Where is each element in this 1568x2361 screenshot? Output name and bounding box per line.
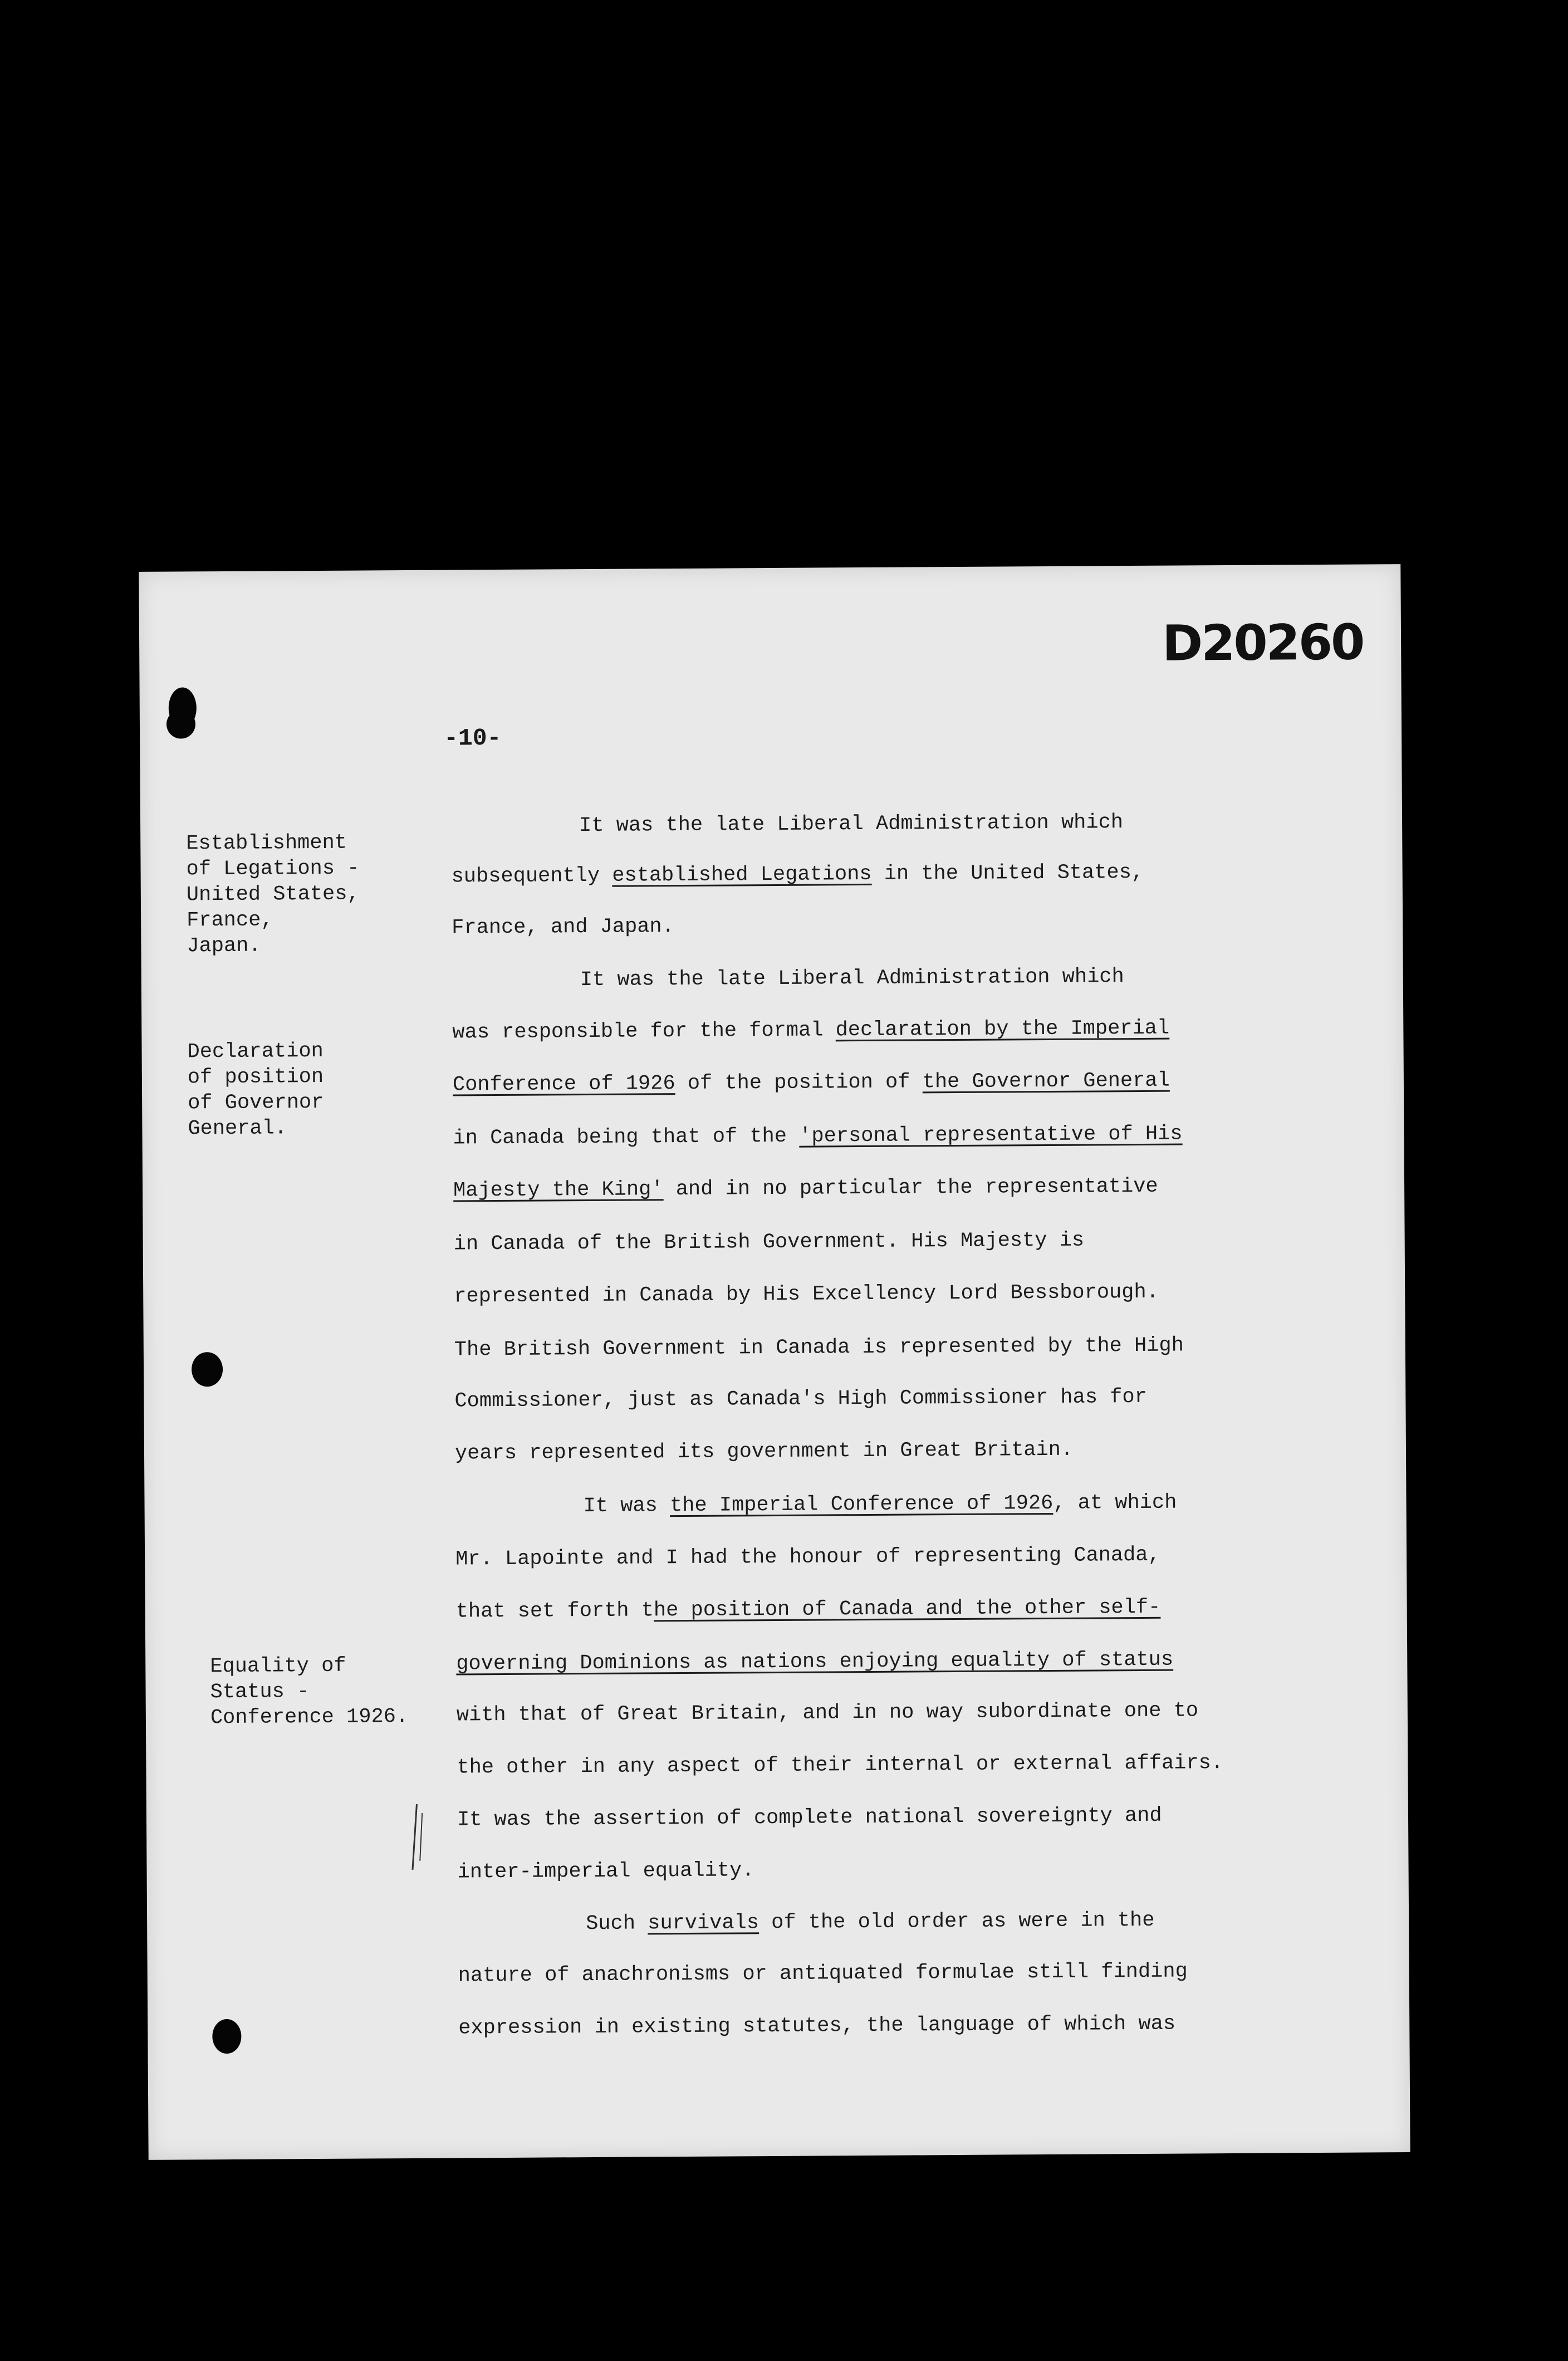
body-line-text: of the old order as were in the [758,1908,1155,1935]
body-line [455,1438,1073,1466]
body-line-text: France, and Japan. [452,915,675,940]
body-line [454,1334,1184,1362]
body-line-text: Mr. Lapointe and I had the honour of representing Canada, [455,1543,1160,1571]
body-line-text: Commissioner, just as Canada's High Commissioner has for [454,1385,1147,1413]
body-line [453,1175,1158,1203]
body-line [583,1491,1177,1519]
body-line [452,915,674,939]
body-line-text: of the position of [675,1070,923,1096]
punch-hole-top-lower [166,709,195,738]
underlined-text: declaration by the Imperial [835,1016,1170,1042]
body-line [579,811,1123,837]
body-line [453,1123,1182,1150]
body-line-text: expression in existing statutes, the language of which was [458,2012,1176,2040]
body-line-text: represented in Canada by His Excellency Lord Bessborough. [454,1280,1159,1309]
document-page [139,564,1410,2160]
body-line-text: and in no particular the representative [663,1174,1158,1202]
body-line [455,1544,1160,1571]
body-line [580,965,1124,992]
body-line-text: inter-imperial equality. [457,1859,754,1884]
body-line-text: nature of anachronisms or antiquated formulae still finding [458,1960,1188,1988]
margin-note-legations: Establishment of Legations - United States, France, Japan. [186,831,360,958]
punch-hole-bottom [212,2019,241,2054]
body-line-text: in Canada being that of the [453,1124,800,1150]
body-line-text: in the United States, [871,860,1144,886]
body-line-text: It was the late Liberal Administration which [579,811,1124,838]
body-line [457,1699,1198,1727]
underlined-text: governing Dominions as nations enjoying equality of status [456,1648,1174,1676]
underlined-text: established Legations [612,862,872,888]
body-line-text: subsequently [451,864,612,889]
body-line [456,1596,1161,1624]
underlined-text: 'personal representative of His [799,1122,1183,1148]
underlined-text: the Governor General [922,1069,1170,1094]
body-line-text: It was the late Liberal Administration which [580,965,1124,992]
body-line-text: , at which [1053,1491,1177,1515]
body-line-text: Such [586,1912,648,1936]
body-line [452,861,1144,889]
underlined-text: he position of Canada and the other self- [653,1595,1161,1623]
body-line [452,1017,1169,1045]
body-line-text: was responsible for the formal [452,1018,836,1045]
body-line-text: It was the assertion of complete national sovereignty and [457,1804,1162,1832]
body-line [458,2012,1175,2040]
body-line-text: with that of Great Britain, and in no way subordinate one to [456,1699,1199,1727]
body-line [457,1804,1162,1832]
page-number: -10- [443,724,502,752]
punch-hole-middle [192,1352,223,1387]
body-line-text: that set forth t [455,1599,654,1624]
margin-note-equality: Equality of Status - Conference 1926. [210,1654,409,1730]
body-line [586,1909,1155,1936]
underlined-text: survivals [648,1911,759,1936]
body-line [454,1229,1085,1256]
body-line [453,1069,1170,1097]
body-line-text: It was [583,1494,670,1519]
body-line [457,1859,754,1884]
body-line-text: in Canada of the British Government. His Majesty is [453,1228,1085,1256]
underlined-text: Majesty the King' [453,1178,664,1203]
body-line [457,1751,1223,1779]
body-line-text: the other in any aspect of their internal or external affairs. [457,1751,1224,1780]
underlined-text: the Imperial Conference of 1926 [669,1491,1054,1518]
margin-pencil-mark [411,1804,418,1870]
body-line [456,1648,1173,1676]
body-line [458,1960,1188,1987]
body-line [454,1281,1159,1309]
document-id-stamp: D20260 [1162,613,1364,672]
body-line [454,1385,1147,1413]
margin-pencil-mark-2 [419,1813,423,1861]
margin-note-governor-general: Declaration of position of Governor General. [187,1039,324,1141]
underlined-text: Conference of 1926 [452,1072,675,1097]
body-line-text: The British Government in Canada is represented by the High [454,1334,1184,1362]
body-line-text: years represented its government in Great Britain. [454,1438,1074,1466]
